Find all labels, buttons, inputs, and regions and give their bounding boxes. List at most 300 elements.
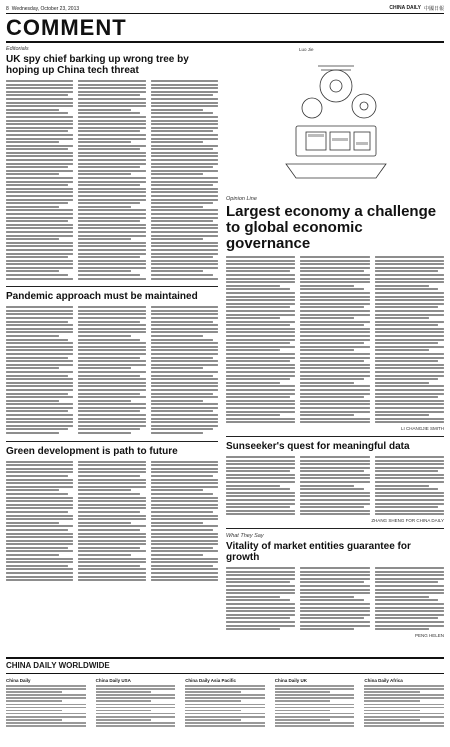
text-line xyxy=(151,500,218,502)
text-line xyxy=(300,349,354,351)
text-line xyxy=(78,260,145,262)
text-line xyxy=(151,166,213,168)
text-line xyxy=(185,704,265,706)
text-line xyxy=(300,367,369,369)
text-line xyxy=(78,461,145,463)
text-line xyxy=(151,328,218,330)
text-line xyxy=(275,688,355,690)
text-line xyxy=(375,625,444,627)
text-line xyxy=(6,547,68,549)
text-line xyxy=(6,710,62,712)
text-line xyxy=(6,518,73,520)
text-line xyxy=(6,550,73,552)
text-line xyxy=(6,707,86,709)
text-line xyxy=(6,364,73,366)
text-line xyxy=(300,303,369,305)
text-line xyxy=(78,471,145,473)
text-line xyxy=(375,481,444,483)
text-line xyxy=(300,510,369,512)
text-line xyxy=(375,396,439,398)
text-line xyxy=(364,704,444,706)
text-line xyxy=(78,235,145,237)
text-line xyxy=(226,621,295,623)
text-line xyxy=(6,479,73,481)
text-line xyxy=(96,710,152,712)
text-line xyxy=(375,421,444,423)
text-line xyxy=(78,511,140,513)
text-line xyxy=(151,349,218,351)
text-line xyxy=(375,299,444,301)
text-line xyxy=(6,134,73,136)
text-line xyxy=(375,596,429,598)
text-line xyxy=(78,554,131,556)
text-line xyxy=(78,389,145,391)
text-line xyxy=(6,471,73,473)
text-line xyxy=(6,123,73,125)
text-line xyxy=(364,713,444,715)
text-line xyxy=(78,497,145,499)
text-line xyxy=(226,571,295,573)
text-line xyxy=(226,285,280,287)
text-line xyxy=(151,120,218,122)
text-line xyxy=(300,610,369,612)
text-line xyxy=(151,375,213,377)
text-line xyxy=(151,199,218,201)
text-line xyxy=(375,335,444,337)
text-line xyxy=(78,163,145,165)
text-line xyxy=(78,349,145,351)
text-line xyxy=(300,617,364,619)
text-line xyxy=(151,260,218,262)
text-line xyxy=(375,310,444,312)
text-line xyxy=(6,145,73,147)
text-line xyxy=(300,474,369,476)
editorial-divider-1 xyxy=(6,286,218,287)
text-line xyxy=(151,181,218,183)
text-line xyxy=(151,231,218,233)
text-line xyxy=(6,461,73,463)
text-line xyxy=(151,522,204,524)
text-line xyxy=(151,335,204,337)
text-line xyxy=(185,694,265,696)
text-line xyxy=(300,317,354,319)
text-line xyxy=(78,375,140,377)
text-line xyxy=(78,371,145,373)
text-line xyxy=(375,331,444,333)
text-line xyxy=(364,725,444,727)
text-line xyxy=(375,288,439,290)
text-line xyxy=(6,220,68,222)
text-line xyxy=(226,589,295,591)
text-line xyxy=(226,474,295,476)
text-line xyxy=(6,500,73,502)
text-line xyxy=(375,578,444,580)
text-line xyxy=(151,504,218,506)
text-line xyxy=(78,428,140,430)
text-line xyxy=(226,470,290,472)
text-line xyxy=(185,688,265,690)
text-line xyxy=(300,492,369,494)
text-line xyxy=(300,260,369,262)
text-line xyxy=(300,481,369,483)
text-line xyxy=(78,479,145,481)
text-line xyxy=(375,328,444,330)
text-line xyxy=(151,525,218,527)
text-line xyxy=(226,360,290,362)
text-line xyxy=(300,460,369,462)
text-line xyxy=(226,460,295,462)
text-line xyxy=(226,617,290,619)
text-line xyxy=(226,385,295,387)
text-line xyxy=(6,464,73,466)
second-opinion-byline: ZHANG SHENG FOR CHINA DAILY xyxy=(371,518,444,523)
text-line xyxy=(226,510,295,512)
third-opinion-label: What They Say xyxy=(226,533,264,539)
text-line xyxy=(6,91,73,93)
text-line xyxy=(151,227,218,229)
text-line xyxy=(151,112,213,114)
text-line xyxy=(300,403,369,405)
text-line xyxy=(151,507,218,509)
text-line xyxy=(375,592,444,594)
text-line xyxy=(6,270,59,272)
text-line xyxy=(300,495,369,497)
text-line xyxy=(226,346,295,348)
text-line xyxy=(300,603,369,605)
text-line xyxy=(6,120,73,122)
text-line xyxy=(226,310,295,312)
text-line xyxy=(78,317,145,319)
text-line xyxy=(78,306,145,308)
text-line xyxy=(300,310,369,312)
text-line xyxy=(375,278,444,280)
text-line xyxy=(185,722,265,724)
text-line xyxy=(6,346,73,348)
text-line xyxy=(96,688,176,690)
text-line xyxy=(78,529,140,531)
text-line xyxy=(6,414,73,416)
text-line xyxy=(6,163,73,165)
text-line xyxy=(300,513,369,515)
text-line xyxy=(151,98,218,100)
text-line xyxy=(375,382,429,384)
text-line xyxy=(375,499,444,501)
text-line xyxy=(78,378,145,380)
text-line xyxy=(6,403,73,405)
text-line xyxy=(6,468,73,470)
text-line xyxy=(78,421,145,423)
text-line xyxy=(185,710,241,712)
text-line xyxy=(226,463,295,465)
text-line xyxy=(78,202,140,204)
text-line xyxy=(78,572,145,574)
text-line xyxy=(6,367,59,369)
text-line xyxy=(151,109,204,111)
text-line xyxy=(226,349,280,351)
text-line xyxy=(300,607,369,609)
text-line xyxy=(78,102,145,104)
worldwide-footer xyxy=(6,657,444,741)
text-line xyxy=(6,568,73,570)
text-line xyxy=(375,603,444,605)
text-line xyxy=(151,138,218,140)
text-line xyxy=(78,213,145,215)
text-line xyxy=(78,533,145,535)
text-line xyxy=(151,353,218,355)
text-line xyxy=(275,700,331,702)
text-line xyxy=(375,460,444,462)
text-line xyxy=(375,353,444,355)
text-line xyxy=(375,342,439,344)
text-line xyxy=(78,475,140,477)
text-line xyxy=(6,579,73,581)
text-line xyxy=(6,213,73,215)
text-line xyxy=(6,138,73,140)
text-line xyxy=(275,694,355,696)
text-line xyxy=(226,263,295,265)
third-editorial-body xyxy=(6,461,218,583)
text-line xyxy=(78,482,145,484)
text-line xyxy=(151,209,218,211)
text-line xyxy=(6,306,73,308)
text-line xyxy=(78,270,131,272)
text-line xyxy=(6,389,73,391)
illustration-art xyxy=(226,46,444,196)
text-line xyxy=(375,274,444,276)
text-line xyxy=(6,357,68,359)
text-line xyxy=(78,353,145,355)
text-line xyxy=(226,306,290,308)
text-line xyxy=(375,411,444,413)
text-line xyxy=(151,486,218,488)
text-line xyxy=(375,614,444,616)
text-line xyxy=(151,579,218,581)
text-line xyxy=(300,314,369,316)
text-line xyxy=(78,568,145,570)
text-line xyxy=(226,414,280,416)
text-line xyxy=(6,565,68,567)
text-line xyxy=(226,367,295,369)
text-line xyxy=(6,148,68,150)
text-line xyxy=(6,80,73,82)
text-line xyxy=(300,288,364,290)
text-line xyxy=(300,389,369,391)
text-line xyxy=(300,571,369,573)
text-line xyxy=(300,499,369,501)
text-line xyxy=(78,148,140,150)
text-line xyxy=(6,421,73,423)
text-line xyxy=(364,710,420,712)
third-opinion-headline: Vitality of market entities guarantee for growth xyxy=(226,541,411,563)
second-editorial-headline: Pandemic approach must be maintained xyxy=(6,291,198,303)
text-line xyxy=(78,540,145,542)
text-line xyxy=(96,694,176,696)
text-line xyxy=(78,324,145,326)
text-line xyxy=(300,263,369,265)
text-line xyxy=(6,181,73,183)
text-line xyxy=(185,707,265,709)
text-line xyxy=(300,331,369,333)
text-line xyxy=(375,346,444,348)
text-line xyxy=(151,461,218,463)
text-line xyxy=(375,414,429,416)
text-line xyxy=(300,296,369,298)
text-line xyxy=(226,477,295,479)
text-line xyxy=(375,256,444,258)
text-line xyxy=(185,713,265,715)
text-line xyxy=(6,407,73,409)
text-line xyxy=(151,278,218,280)
opinion-body xyxy=(226,256,444,425)
text-line xyxy=(375,321,444,323)
text-line xyxy=(226,278,295,280)
text-line xyxy=(151,554,204,556)
text-line xyxy=(96,716,176,718)
text-line xyxy=(375,389,444,391)
text-line xyxy=(78,518,145,520)
text-line xyxy=(6,529,68,531)
text-line xyxy=(78,393,140,395)
text-line xyxy=(151,421,218,423)
text-line xyxy=(6,697,86,699)
text-line xyxy=(185,716,265,718)
text-line xyxy=(6,249,73,251)
text-line xyxy=(300,393,369,395)
text-line xyxy=(364,691,420,693)
text-line xyxy=(226,467,295,469)
text-line xyxy=(78,432,131,434)
text-line xyxy=(375,574,444,576)
text-line xyxy=(6,195,73,197)
editorial-illustration xyxy=(226,46,444,196)
text-line xyxy=(375,495,444,497)
text-line xyxy=(185,719,241,721)
text-line xyxy=(151,576,218,578)
paper-chinese-name: 中國日報 xyxy=(423,6,444,12)
text-line xyxy=(78,206,131,208)
text-line xyxy=(6,385,73,387)
text-line xyxy=(6,497,73,499)
header-rule xyxy=(6,13,444,14)
text-line xyxy=(226,625,295,627)
text-line xyxy=(151,155,218,157)
text-line xyxy=(78,116,145,118)
text-line xyxy=(78,565,140,567)
text-line xyxy=(375,513,444,515)
text-line xyxy=(300,281,369,283)
text-line xyxy=(226,378,290,380)
opinion-byline: LI CHANGJIE SMITH xyxy=(400,425,444,431)
footer-col-title: China Daily Africa xyxy=(364,678,403,683)
text-line xyxy=(6,507,73,509)
footer-col-title: China Daily Asia Pacific xyxy=(185,678,237,683)
text-line xyxy=(226,331,295,333)
text-line xyxy=(78,468,145,470)
text-line xyxy=(300,364,369,366)
text-line xyxy=(226,567,295,569)
text-line xyxy=(6,109,59,111)
text-line xyxy=(375,375,444,377)
text-line xyxy=(151,242,218,244)
text-line xyxy=(226,574,295,576)
text-line xyxy=(78,166,140,168)
issue-date: Wednesday, October 23, 2013 xyxy=(11,5,80,12)
text-line xyxy=(151,468,218,470)
text-line xyxy=(96,713,176,715)
text-line xyxy=(6,245,73,247)
text-line xyxy=(185,725,265,727)
text-line xyxy=(151,184,213,186)
text-line xyxy=(78,155,145,157)
text-line xyxy=(151,536,218,538)
text-line xyxy=(78,385,145,387)
text-line xyxy=(78,238,131,240)
text-line xyxy=(6,493,68,495)
text-line xyxy=(151,253,218,255)
text-line xyxy=(226,274,295,276)
text-line xyxy=(226,281,295,283)
text-line xyxy=(78,360,145,362)
text-line xyxy=(6,685,86,687)
text-line xyxy=(364,700,420,702)
text-line xyxy=(78,543,145,545)
text-line xyxy=(300,357,369,359)
text-line xyxy=(6,410,68,412)
text-line xyxy=(78,242,145,244)
text-line xyxy=(375,610,444,612)
text-line xyxy=(78,331,145,333)
text-line xyxy=(364,707,444,709)
text-line xyxy=(78,486,145,488)
text-line xyxy=(300,267,369,269)
text-line xyxy=(78,558,145,560)
text-line xyxy=(375,306,439,308)
text-line xyxy=(300,324,364,326)
text-line xyxy=(226,364,295,366)
text-line xyxy=(300,596,354,598)
text-line xyxy=(96,722,176,724)
text-line xyxy=(226,485,280,487)
text-line xyxy=(275,697,355,699)
text-line xyxy=(151,515,218,517)
text-line xyxy=(78,170,145,172)
text-line xyxy=(78,191,145,193)
text-line xyxy=(78,91,145,93)
text-line xyxy=(6,256,68,258)
text-line xyxy=(151,342,218,344)
text-line xyxy=(300,585,369,587)
text-line xyxy=(226,599,290,601)
lead-editorial-body xyxy=(6,80,218,281)
text-line xyxy=(78,464,145,466)
text-line xyxy=(151,357,213,359)
text-line xyxy=(300,503,369,505)
text-line xyxy=(375,364,444,366)
text-line xyxy=(151,529,213,531)
footer-col xyxy=(364,678,444,728)
text-line xyxy=(78,112,140,114)
text-line xyxy=(6,94,68,96)
text-line xyxy=(300,477,369,479)
text-line xyxy=(151,339,213,341)
text-line xyxy=(375,599,439,601)
text-line xyxy=(78,313,145,315)
text-line xyxy=(6,242,73,244)
text-line xyxy=(151,561,218,563)
text-line xyxy=(375,260,444,262)
editorials-label: Editorials xyxy=(6,46,29,52)
text-line xyxy=(151,414,218,416)
